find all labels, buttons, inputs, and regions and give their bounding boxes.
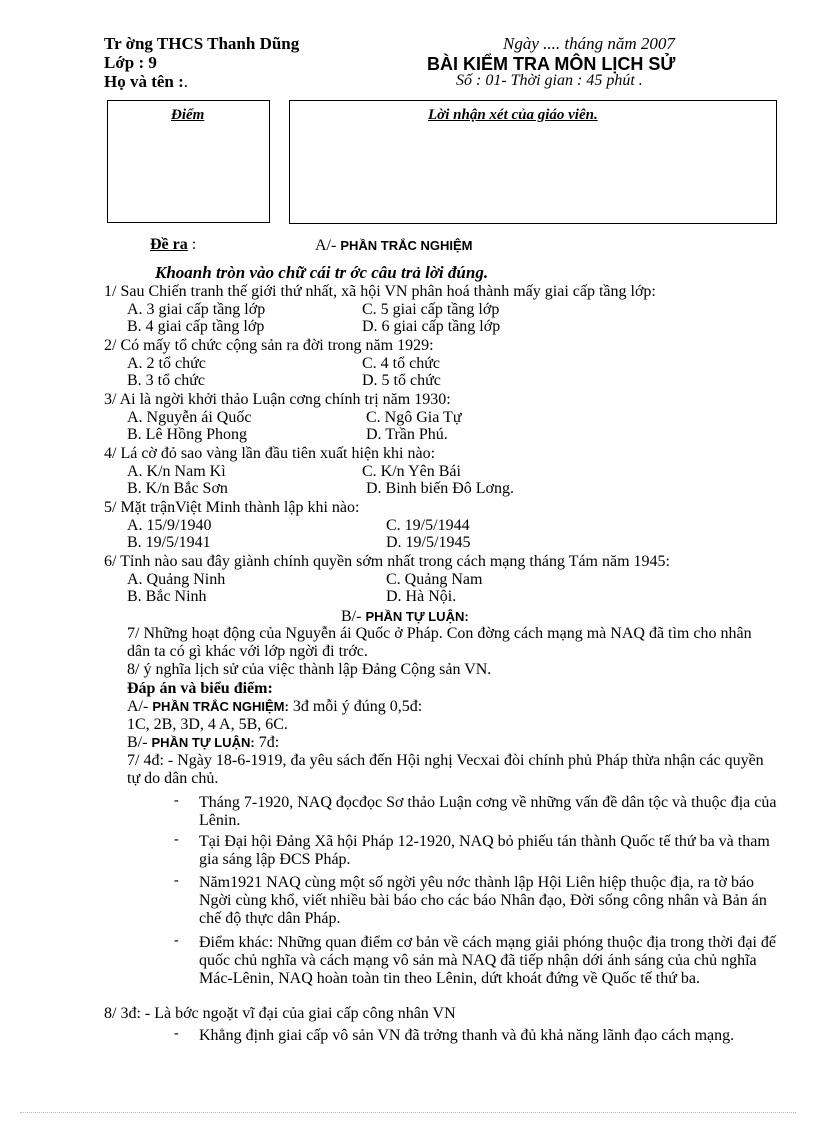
bullet-marker: - [174,933,179,948]
option-c[interactable]: C. Quảng Nam [386,571,483,588]
option-b[interactable]: B. K/n Bắc Sơn [127,480,228,497]
option-c[interactable]: C. 19/5/1944 [386,517,470,534]
answer-b-heading [127,734,279,752]
exam-subtitle: Số : 01- Thời gian : 45 phút . [456,72,643,89]
option-d[interactable]: D. Binh biến Đô Lơng. [366,480,515,497]
de-ra-heading [150,236,196,254]
answer-7-bullet: Tháng 7-1920, NAQ đọcđọc Sơ thảo Luận cơng về những vấn đề dân tộc và thuộc địa của Lênin. [199,794,777,829]
answer-a-points: 3đ mỗi ý đúng 0,5đ: [292,698,423,715]
question-7: 7/ Những hoạt động của Nguyễn ái Quốc ở Pháp. Con đờng cách mạng mà NAQ đã tìm cho nhân dân ta có gì khác với lớp ngời đi trớc. [127,625,752,660]
bullet-marker: - [174,1026,179,1041]
answer-a-prefix: A/- [127,698,149,715]
question-text: 6/ Tỉnh nào sau đây giành chính quyền sớm nhất trong cách mạng tháng Tám năm 1945: [104,553,670,570]
answer-a-heading [127,698,422,716]
option-a[interactable]: A. 2 tổ chức [127,355,206,372]
question-8: 8/ ý nghĩa lịch sử của việc thành lập Đảng Cộng sản VN. [127,661,492,678]
name-label-text: Họ và tên : [104,72,184,91]
answer-a-title: PHẦN TRẮC NGHIỆM: [152,699,289,714]
question-text: 5/ Mặt trậnViệt Minh thành lập khi nào: [104,499,360,516]
bullet-marker: - [174,873,179,888]
option-d[interactable]: D. Hà Nội. [386,588,457,605]
option-d[interactable]: D. 5 tổ chức [362,372,441,389]
answer-8-bullet: Khẳng định giai cấp vô sản VN đã trởng thanh và đủ khả năng lãnh đạo cách mạng. [199,1027,735,1044]
bullet-marker: - [174,793,179,808]
option-b[interactable]: B. 4 giai cấp tầng lớp [127,318,265,335]
school-name: Tr ờng THCS Thanh Dũng [104,34,300,53]
option-c[interactable]: C. 5 giai cấp tầng lớp [362,301,500,318]
answer-8-intro: 8/ 3đ: - Là bớc ngoặt vĩ đại của giai cấp công nhân VN [104,1005,456,1022]
name-value: . [183,72,189,91]
option-c[interactable]: C. Ngô Gia Tự [366,409,462,426]
answer-key-title: Đáp án và biểu điểm: [127,680,273,697]
option-b[interactable]: B. Lê Hồng Phong [127,426,247,443]
answer-7-intro: 7/ 4đ: - Ngày 18-6-1919, đa yêu sách đến Hội nghị Vecxai đòi chính phủ Pháp thừa nhận các quyền tự do dân chủ. [127,752,764,787]
option-a[interactable]: A. K/n Nam Kì [127,463,226,480]
answer-b-points: 7đ: [258,734,280,751]
exam-date: Ngày .... tháng năm 2007 [503,34,675,53]
question-text: 1/ Sau Chiến tranh thế giới thứ nhất, xã hội VN phân hoá thành mấy giai cấp tầng lớp: [104,283,656,300]
answer-b-title: PHẦN TỰ LUẬN: [151,735,255,750]
question-text: 4/ Lá cờ đỏ sao vàng lần đầu tiên xuất hiện khi nào: [104,445,436,462]
exam-title: BÀI KIỂM TRA MÔN LỊCH SỬ [427,54,676,74]
option-b[interactable]: B. 3 tổ chức [127,372,205,389]
answer-b-prefix: B/- [127,734,148,751]
section-a-heading [315,237,473,255]
de-ra-label: Đề ra [150,236,188,253]
section-b-heading [341,608,469,626]
teacher-comment-box [289,100,777,224]
answer-7-bullet: Điểm khác: Những quan điểm cơ bản về cách mạng giải phóng thuộc địa trong thời đại đế quốc chủ nghĩa và cách mạng vô sản mà NAQ đã tiếp nhận dới ánh sáng của chủ nghĩa Mác-Lênin, NAQ hoàn toàn tin theo Lênin, dứt khoát đứng về Quốc tế thứ ba. [199,934,776,987]
option-c[interactable]: C. K/n Yên Bái [362,463,461,480]
question-text: 3/ Ai là ngời khởi thảo Luận cơng chính trị năm 1930: [104,391,451,408]
student-name-label [104,72,188,92]
option-b[interactable]: B. 19/5/1941 [127,534,211,551]
bullet-marker: - [174,832,179,847]
question-text: 2/ Có mấy tổ chức cộng sản ra đời trong năm 1929: [104,337,434,354]
option-b[interactable]: B. Bắc Ninh [127,588,207,605]
class-label: Lớp : 9 [104,53,157,72]
answer-7-bullet: Tại Đại hội Đảng Xã hội Pháp 12-1920, NAQ bỏ phiếu tán thành Quốc tế thứ ba và tham gia sáng lập ĐCS Pháp. [199,833,770,868]
section-a-prefix: A/- [315,237,337,254]
teacher-comment-label: Lời nhận xét của giáo viên. [428,107,598,123]
option-a[interactable]: A. Nguyễn ái Quốc [127,409,252,426]
option-a[interactable]: A. Quảng Ninh [127,571,226,588]
section-b-prefix: B/- [341,608,362,625]
option-a[interactable]: A. 3 giai cấp tầng lớp [127,301,266,318]
option-d[interactable]: D. 19/5/1945 [386,534,471,551]
score-label: Điểm [171,107,205,123]
instruction: Khoanh tròn vào chữ cái tr ớc câu trả lời đúng. [155,263,489,282]
page-bottom-border [20,1112,796,1113]
section-b-title: PHẦN TỰ LUẬN: [365,609,469,624]
answer-7-bullet: Năm1921 NAQ cùng một số ngời yêu nớc thành lập Hội Liên hiệp thuộc địa, ra tờ báo Ngời cùng khổ, viết nhiều bài báo cho các báo Nhân đạo, Đời sống công nhân và Bản án chế độ thực dân Pháp. [199,874,767,927]
option-d[interactable]: D. 6 giai cấp tầng lớp [362,318,501,335]
de-ra-colon: : [191,236,197,253]
option-d[interactable]: D. Trần Phú. [366,426,448,443]
score-box [107,100,270,223]
answer-a-keys: 1C, 2B, 3D, 4 A, 5B, 6C. [127,716,288,733]
option-c[interactable]: C. 4 tổ chức [362,355,440,372]
section-a-title: PHẦN TRẮC NGHIỆM [340,238,473,253]
option-a[interactable]: A. 15/9/1940 [127,517,212,534]
